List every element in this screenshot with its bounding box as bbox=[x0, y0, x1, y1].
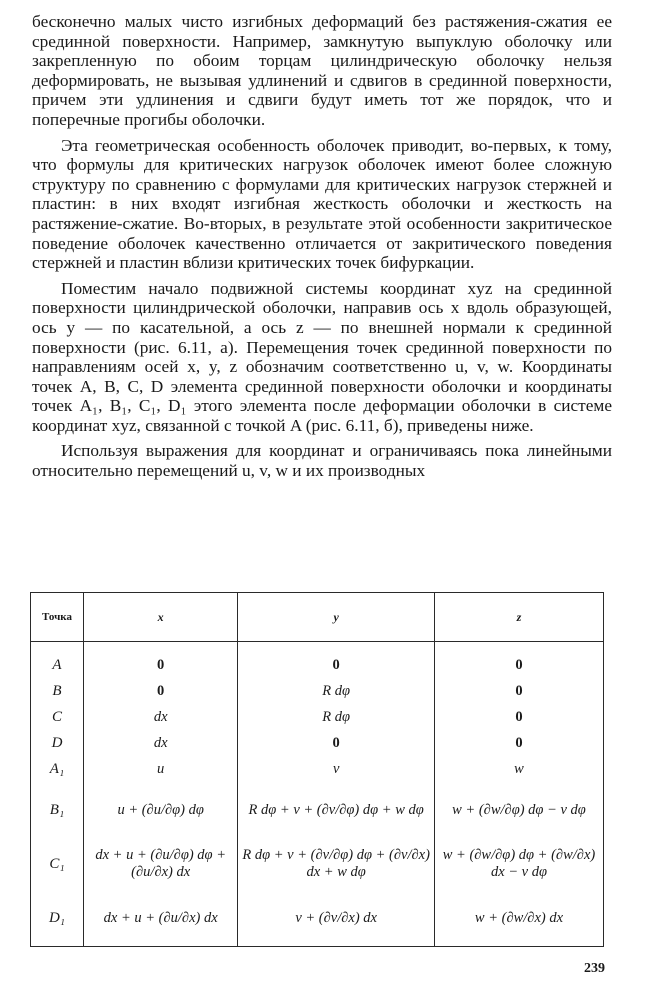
cell-z: 0 bbox=[434, 704, 603, 730]
cell-z: w bbox=[434, 756, 603, 782]
cell-y: v + (∂v/∂x) dx bbox=[238, 890, 435, 947]
cell-y: R dφ bbox=[238, 678, 435, 704]
table-row bbox=[31, 704, 604, 730]
cell-x: 0 bbox=[84, 678, 238, 704]
header-z: z bbox=[434, 593, 603, 642]
cell-z: 0 bbox=[434, 652, 603, 678]
table-row bbox=[31, 756, 604, 782]
table-row bbox=[31, 890, 604, 947]
cell-z: 0 bbox=[434, 678, 603, 704]
point-label: D bbox=[31, 730, 84, 756]
cell-x: dx + u + (∂u/∂x) dx bbox=[84, 890, 238, 947]
cell-y: R dφ + v + (∂v/∂φ) dφ + (∂v/∂x) dx + w dφ bbox=[238, 838, 435, 890]
cell-y: 0 bbox=[238, 730, 435, 756]
body-text bbox=[32, 12, 612, 481]
cell-y: 0 bbox=[238, 652, 435, 678]
coordinates-table bbox=[30, 592, 604, 947]
cell-z: w + (∂w/∂φ) dφ − v dφ bbox=[434, 782, 603, 838]
header-x: x bbox=[84, 593, 238, 642]
point-label: B bbox=[31, 678, 84, 704]
header-y: y bbox=[238, 593, 435, 642]
cell-x: dx bbox=[84, 730, 238, 756]
table-header-row bbox=[31, 593, 604, 642]
table-row bbox=[31, 838, 604, 890]
cell-z: 0 bbox=[434, 730, 603, 756]
point-label: D₁ bbox=[31, 890, 84, 947]
cell-z: w + (∂w/∂x) dx bbox=[434, 890, 603, 947]
point-label: C bbox=[31, 704, 84, 730]
table-row bbox=[31, 652, 604, 678]
cell-x: 0 bbox=[84, 652, 238, 678]
header-point: Точка bbox=[31, 593, 84, 642]
table-row bbox=[31, 730, 604, 756]
point-label: A bbox=[31, 652, 84, 678]
table-row bbox=[31, 782, 604, 838]
paragraph-4: Используя выражения для координат и ограничиваясь пока линейными относительно перемещений u, v, w и их производных bbox=[32, 441, 612, 481]
cell-x: u bbox=[84, 756, 238, 782]
page-number: 239 bbox=[584, 961, 605, 976]
point-label: A₁ bbox=[31, 756, 84, 782]
cell-y: R dφ + v + (∂v/∂φ) dφ + w dφ bbox=[238, 782, 435, 838]
point-label: C₁ bbox=[31, 838, 84, 890]
cell-x: u + (∂u/∂φ) dφ bbox=[84, 782, 238, 838]
cell-y: R dφ bbox=[238, 704, 435, 730]
paragraph-1: бесконечно малых чисто изгибных деформаций без растяжения-сжатия ее срединной поверхности. Например, замкнутую выпуклую оболочку или закрепленную по обоим торцам цилиндрическую оболочку нельзя деформировать, не вызывая удлинений и сдвигов в срединной поверхности, причем эти удлинения и сдвиги будут иметь тот же порядок, что и поперечные прогибы оболочки. bbox=[32, 12, 612, 129]
cell-y: v bbox=[238, 756, 435, 782]
table-row bbox=[31, 678, 604, 704]
paragraph-2: Эта геометрическая особенность оболочек приводит, во-первых, к тому, что формулы для критических нагрузок оболочек имеют более сложную структуру по сравнению с формулами для критических нагрузок стержней и пластин: в них входят изгибная жесткость оболочки и жесткость на растяжение-сжатие. Во-вторых, в результате этой особенности закритическое поведение оболочек качественно отличается от закритического поведения стержней и пластин вблизи критических точек бифуркации. bbox=[32, 135, 612, 273]
cell-z: w + (∂w/∂φ) dφ + (∂w/∂x) dx − v dφ bbox=[434, 838, 603, 890]
cell-x: dx + u + (∂u/∂φ) dφ + (∂u/∂x) dx bbox=[84, 838, 238, 890]
paragraph-3: Поместим начало подвижной системы координат xyz на срединной поверхности цилиндрической оболочки, направив ось x вдоль образующей, ось y — по касательной, а ось z — по внешней нормали к срединной поверхности (рис. 6.11, а). Перемещения точек срединной поверхности по направлениям осей x, y, z обозначим соответственно u, v, w. Координаты точек A, B, C, D элемента срединной поверхности оболочки и координаты точек A₁, B₁, C₁, D₁ этого элемента после деформации оболочки в системе координат xyz, связанной с точкой A (рис. 6.11, б), приведены ниже. bbox=[32, 278, 612, 435]
cell-x: dx bbox=[84, 704, 238, 730]
point-label: B₁ bbox=[31, 782, 84, 838]
